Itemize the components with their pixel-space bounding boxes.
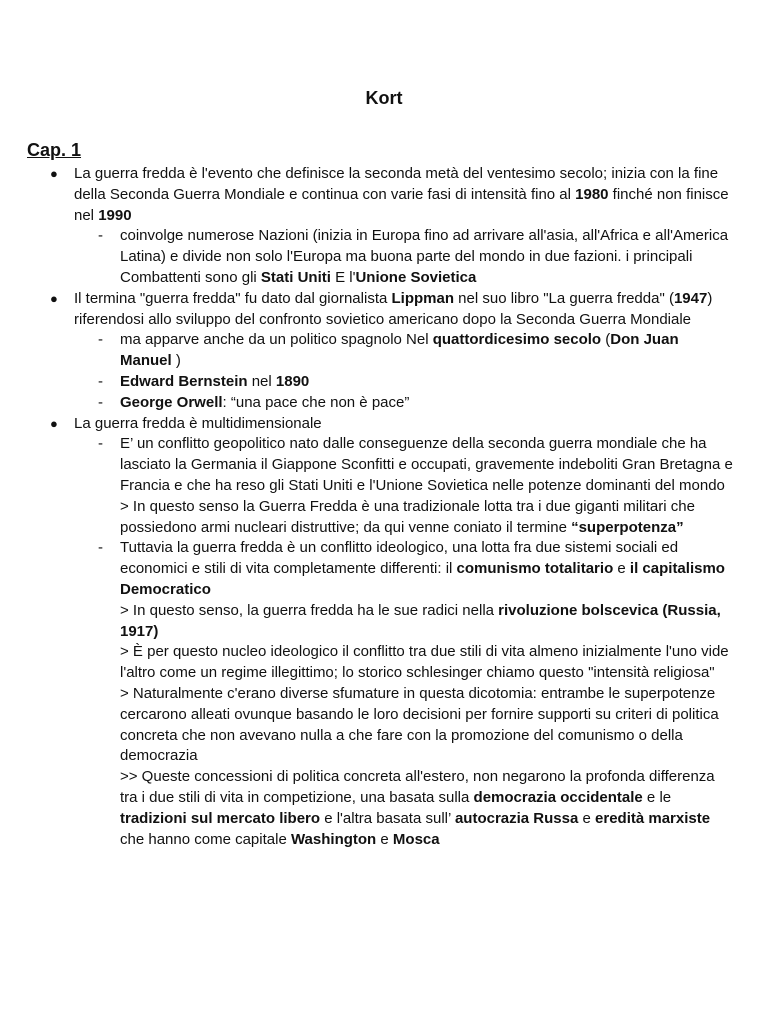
chapter-heading: Cap. 1 (27, 140, 82, 160)
dash-marker-icon: - (98, 539, 103, 557)
text-run: > Naturalmente c'erano diverse sfumature in questa dicotomia: entrambe le superpotenze cercarono alleati ovunque basando le loro decisioni per fornire supporti su criteri di politica concreta che non avevano nulla a che fare con la promozione del comunismo o della democrazia (120, 684, 719, 765)
text-run: E’ un conflitto geopolitico nato dalle conseguenze della seconda guerra mondiale che ha lasciato la Germania il Giappone Sconfitti e occupati, gravemente indeboliti Gran Bretagna e Francia e che ha reso gli Stati Uniti e l'Unione Sovietica nelle potenze dominanti del mondo (120, 435, 733, 494)
bullet-icon: ● (50, 166, 58, 181)
text-run: Il termina "guerra fredda" fu dato dal giornalista (74, 289, 392, 307)
document-body (0, 164, 768, 850)
bold-text: 1980 (575, 185, 609, 203)
text-run: La guerra fredda è multidimensionale (74, 414, 322, 432)
text-run: finché non finisce nel (74, 185, 729, 224)
bold-text: Washington (290, 830, 377, 848)
dash-item-continuation (0, 497, 734, 539)
bold-text: democrazia occidentale (473, 788, 643, 806)
text-run: e (578, 809, 596, 827)
text-run: E l' (330, 268, 356, 286)
text-run: coinvolge numerose Nazioni (inizia in Europa fino ad arrivare all'asia, all'Africa e all'America Latina) e divide non solo l'Europa ma buona parte del mondo in due fazioni. i principali Combattenti sono gli (120, 227, 729, 286)
text-run: La guerra fredda è l'evento che definisce la seconda metà del ventesimo secolo; inizia con la fine della Seconda Guerra Mondiale e continua con varie fasi di intensità fino al (74, 165, 719, 203)
text-run: ) (171, 352, 181, 370)
text-run: : “una pace che non è pace” (222, 393, 410, 411)
bold-text: Don Juan Manuel (120, 331, 679, 370)
bold-text: 1990 (98, 206, 132, 224)
text-run: e le (642, 788, 672, 806)
dash-marker-icon: - (98, 435, 103, 453)
text-run: Tuttavia la guerra fredda è un conflitto ideologico, una lotta fra due sistemi sociali ed economici e stili di vita completamente differenti: il (120, 539, 679, 578)
bold-text: 1890 (275, 372, 310, 390)
bold-text: George Orwell (120, 393, 223, 411)
document-title: Kort (365, 88, 403, 108)
bold-text: Mosca (392, 830, 440, 848)
bold-text: tradizioni sul mercato libero (120, 809, 321, 827)
bold-text: Edward Bernstein (120, 372, 248, 390)
text-run: e l'altra basata sull’ (320, 809, 455, 827)
bold-text: Lippman (391, 289, 454, 307)
bold-text: Unione Sovietica (355, 268, 477, 286)
bold-text: eredità marxiste (595, 809, 711, 827)
bold-text: rivoluzione bolscevica (Russia, 1917) (120, 601, 721, 640)
bold-text: quattordicesimo secolo (432, 331, 602, 349)
dash-item (0, 226, 734, 288)
dash-marker-icon: - (98, 393, 103, 411)
dash-marker-icon: - (98, 372, 103, 390)
bold-text: autocrazia Russa (454, 809, 579, 827)
dash-item (0, 393, 734, 414)
bullet-icon: ● (50, 415, 58, 431)
bullet-icon: ● (50, 290, 58, 306)
text-run: nel suo libro "La guerra fredda" ( (454, 289, 674, 307)
bold-text: 1947 (673, 289, 708, 307)
dash-item-continuation (0, 767, 734, 850)
bold-text: comunismo totalitario (456, 560, 614, 578)
bold-text: il capitalismo Democratico (120, 560, 725, 598)
bullet-item (0, 414, 734, 435)
text-run: > È per questo nucleo ideologico il conflitto tra due stili di vita almeno inizialmente l'uno vide l'altro come un regime illegittimo; lo storico schlesinger chiamo questo "intensità religiosa" (120, 643, 729, 682)
text-run: > In questo senso la Guerra Fredda è una tradizionale lotta tra i due giganti militari che possiedono armi nucleari distruttive; da qui venne coniato il termine (120, 497, 695, 536)
text-run: ma apparve anche da un politico spagnolo Nel (120, 331, 433, 349)
bold-text: “superpotenza” (571, 518, 684, 536)
text-run: che hanno come capitale (120, 830, 291, 848)
bold-text: Stati Uniti (260, 268, 331, 286)
text-run: nel (247, 372, 276, 390)
text-run: > In questo senso, la guerra fredda ha le sue radici nella (120, 601, 499, 619)
dash-item (0, 538, 734, 600)
text-run: e (376, 830, 393, 848)
bullet-item (0, 289, 734, 331)
text-run: ( (601, 331, 611, 349)
text-run: e (613, 560, 630, 578)
dash-marker-icon: - (98, 227, 103, 245)
dash-item-continuation (0, 684, 734, 767)
dash-item (0, 330, 734, 372)
dash-item-continuation (0, 601, 734, 643)
dash-marker-icon: - (98, 331, 103, 349)
dash-item (0, 372, 734, 393)
text-run: ) riferendosi allo sviluppo del confronto sovietico americano dopo la Seconda Guerra Mondiale (74, 289, 713, 328)
text-run: >> Queste concessioni di politica concreta all'estero, non negarono la profonda differenza tra i due stili di vita in competizione, una basata sulla (120, 768, 715, 806)
bullet-item (0, 164, 734, 226)
dash-item-continuation (0, 642, 734, 684)
dash-item (0, 434, 734, 496)
